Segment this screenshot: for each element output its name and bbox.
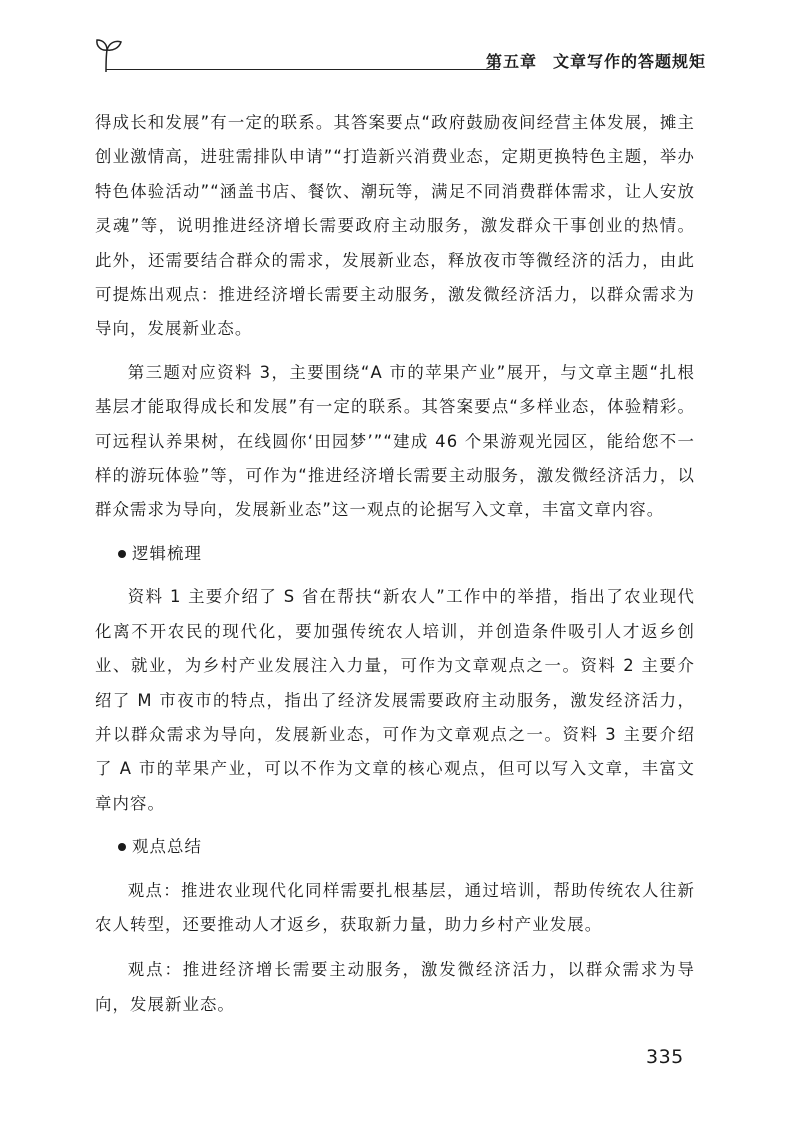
section-heading-summary bbox=[95, 830, 695, 864]
section-heading-summary-text: 观点总结 bbox=[132, 837, 202, 857]
header-rule bbox=[106, 69, 500, 70]
paragraph-3: 资料 1 主要介绍了 S 省在帮扶“新农人”工作中的举措，指出了农业现代化离不开农民的现代化，要加强传统农人培训，并创造条件吸引人才返乡创业、就业，为乡村产业发展注入力量，可作为文章观点之一。资料 2 主要介绍了 M 市夜市的特点，指出了经济发展需要政府主动服务，激发经济活力，并以群众需求为导向，发展新业态，可作为文章观点之一。资料 3 主要介绍了 A 市的苹果产业，可以不作为文章的核心观点，但可以写入文章，丰富文章内容。 bbox=[95, 587, 695, 813]
chapter-title: 文章写作的答题规矩 bbox=[552, 52, 706, 71]
page-header bbox=[88, 32, 708, 76]
paragraph-1: 得成长和发展”有一定的联系。其答案要点“政府鼓励夜间经营主体发展，摊主创业激情高，进驻需排队申请”“打造新兴消费业态，定期更换特色主题，举办特色体验活动”“涵盖书店、餐饮、潮玩等，满足不同消费群体需求，让人安放灵魂”等，说明推进经济增长需要政府主动服务，激发群众干事创业的热情。此外，还需要结合群众的需求，发展新业态，释放夜市等微经济的活力，由此可提炼出观点：推进经济增长需要主动服务，激发微经济活力，以群众需求为导向，发展新业态。 bbox=[95, 113, 695, 339]
paragraph-5: 观点：推进经济增长需要主动服务，激发微经济活力，以群众需求为导向，发展新业态。 bbox=[95, 960, 695, 1014]
paragraph-2: 第三题对应资料 3，主要围绕“A 市的苹果产业”展开，与文章主题“扎根基层才能取得成长和发展”有一定的联系。其答案要点“多样业态，体验精彩。可远程认养果树，在线圆你‘田园梦’”“建成 46 个果游观光园区，能给您不一样的游玩体验”等，可作为“推进经济增长需要主动服务，激发微经济活力，以群众需求为导向，发展新业态”这一观点的论据写入文章，丰富文章内容。 bbox=[95, 362, 695, 520]
page-number: 335 bbox=[646, 1046, 684, 1068]
page-body bbox=[95, 106, 695, 1022]
paragraph-4: 观点：推进农业现代化同样需要扎根基层，通过培训，帮助传统农人往新农人转型，还要推动人才返乡，获取新力量，助力乡村产业发展。 bbox=[95, 880, 695, 934]
chapter-heading bbox=[486, 49, 706, 72]
chapter-number: 第五章 bbox=[485, 52, 537, 71]
section-heading-logic-text: 逻辑梳理 bbox=[132, 543, 202, 563]
sprout-icon bbox=[94, 34, 124, 74]
section-heading-logic bbox=[95, 537, 695, 571]
